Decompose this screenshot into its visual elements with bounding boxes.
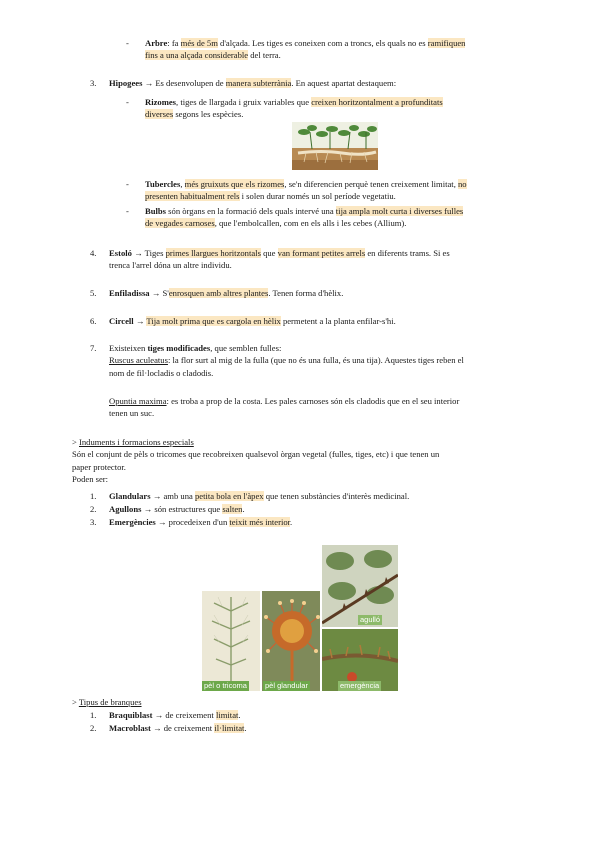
list-number: 5. xyxy=(90,288,97,298)
list-number: 1. xyxy=(90,710,97,720)
list-number: 4. xyxy=(90,248,97,258)
trichome-photo xyxy=(202,591,260,691)
section-induments: > Induments i formacions especials Són el conjunt de pèls o tricomes que recobreixen qualsevol òrgan vegetal (fulles, tiges, etc) i que tenen un paper protector. Poden ser: xyxy=(72,437,440,485)
circell-item: Circell → Tija molt prima que es cargola en hèlix permetent a la planta enfilar-s'hi. xyxy=(109,316,396,326)
term-enfiladissa: Enfiladissa xyxy=(109,288,150,298)
opuntia-item: Opuntia maxima: es troba a prop de la costa. Les pales carnoses són els cladodis que en el seu interior tenen un suc. xyxy=(109,396,460,419)
branca-item-braquiblast: Braquiblast → de creixement limitat. xyxy=(109,710,241,720)
term-bulbs: Bulbs xyxy=(145,206,167,216)
indument-item-agullons: Agullons → són estructures que salten. xyxy=(109,504,245,514)
term-hipogees: Hipogees xyxy=(109,78,143,88)
list-number: 2. xyxy=(90,723,97,733)
term-circell: Circell xyxy=(109,316,134,326)
trichome-collage-image xyxy=(202,545,398,691)
arbre-item: Arbre: fa més de 5m d'alçada. Les tiges es coneixen com a troncs, els quals no es ramifiquen fins a una alçada considerable del terra. xyxy=(145,38,466,61)
hipogees-item: Hipogees → Es desenvolupen de manera subterrània. En aquest apartat destaquem: xyxy=(109,78,397,88)
term-rizomes: Rizomes xyxy=(145,97,177,107)
rhizome-image xyxy=(292,122,378,170)
section-branques: > Tipus de branques xyxy=(72,697,142,707)
caption-pel-glandular: pèl glandular xyxy=(265,681,308,690)
tubercles-item: Tubercles, més gruixuts que els rizomes, se'n diferencien perquè tenen creixement limitat, no presenten habitualment rels i solen durar només un sol període vegetatiu. xyxy=(145,179,467,202)
list-number: 1. xyxy=(90,491,97,501)
estolo-item: Estoló → Tiges primes llargues horitzontals que van formant petites arrels en diferents trams. Si es trenca l'arrel dóna un altre individu. xyxy=(109,248,450,271)
list-number: 3. xyxy=(90,517,97,527)
branca-item-macroblast: Macroblast → de creixement il·limitat. xyxy=(109,723,247,733)
bulbs-item: Bulbs són òrgans en la formació dels quals intervé una tija ampla molt curta i diverses fulles de vegades carnoses, que l'embolcallen, com en els alls i les cebes (Allium). xyxy=(145,206,464,229)
rizomes-item: Rizomes, tiges de llargada i gruix variables que creixen horitzontalment a profunditats diverses segons les espècies. xyxy=(145,97,443,120)
list-number: 2. xyxy=(90,504,97,514)
bullet: - xyxy=(126,97,129,107)
indument-item-glandulars: Glandulars → amb una petita bola en l'àpex que tenen substàncies d'interès medicinal. xyxy=(109,491,410,501)
species-ruscus: Ruscus aculeatus xyxy=(109,355,168,366)
bullet: - xyxy=(126,179,129,189)
species-opuntia: Opuntia maxima xyxy=(109,396,167,406)
term-tubercles: Tubercles xyxy=(145,179,181,189)
bullet: - xyxy=(126,38,129,48)
enfiladissa-item: Enfiladissa → S'enrosquen amb altres plantes. Tenen forma d'hèlix. xyxy=(109,288,344,298)
list-number: 6. xyxy=(90,316,97,326)
rhizome-illustration xyxy=(292,122,378,170)
term-arbre: Arbre xyxy=(145,38,168,48)
list-number: 3. xyxy=(90,78,97,88)
list-number: 7. xyxy=(90,343,97,353)
caption-pel-tricoma: pèl o tricoma xyxy=(204,681,247,690)
caption-agullo: agulló xyxy=(360,615,381,624)
caption-emergencia: emergència xyxy=(340,681,380,690)
section-title-induments: Induments i formacions especials xyxy=(79,437,194,447)
section-title-branques: Tipus de branques xyxy=(78,697,142,707)
bullet: - xyxy=(126,206,129,216)
glandular-hair-photo xyxy=(262,591,320,691)
indument-item-emergencies: Emergències → procedeixen d'un teixit més interior. xyxy=(109,517,293,527)
term-estolo: Estoló xyxy=(109,248,132,258)
term-tiges-modificades: tiges modificades xyxy=(147,343,211,353)
modificades-item: Existeixen tiges modificades, que semblen fulles: Ruscus aculeatus: la flor surt al mig de la fulla (que no és una fulla, és una tija). Aquestes tiges reben el nom de fil·locladis o cladodis. xyxy=(109,343,464,378)
